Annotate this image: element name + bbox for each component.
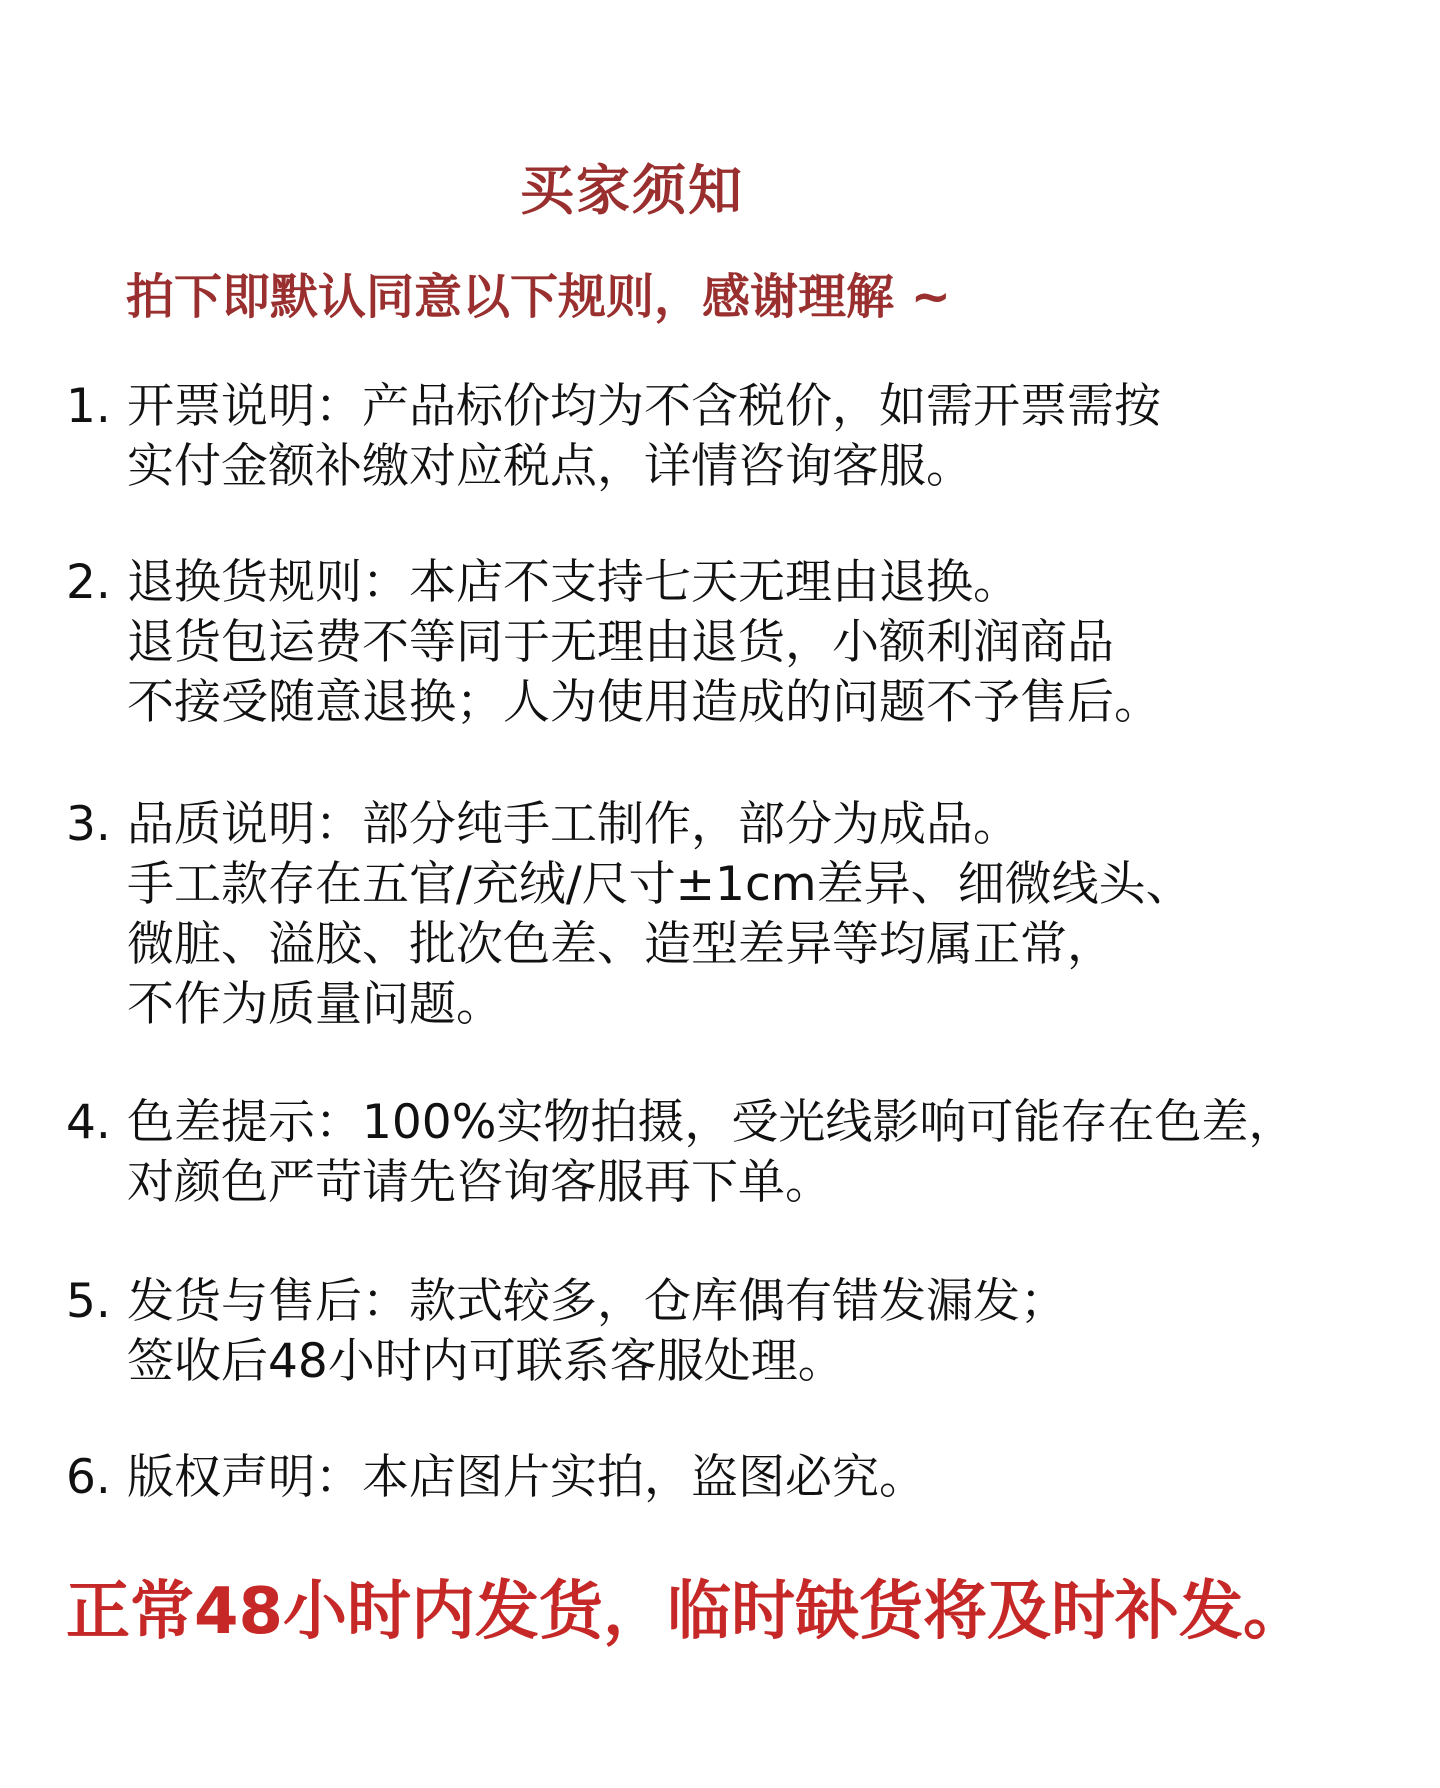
rule-text: 开票说明：产品标价均为不含税价，如需开票需按: [127, 379, 1161, 434]
rule-item-invoice: [66, 377, 1436, 497]
shipping-notice: 正常48小时内发货，临时缺货将及时补发。: [66, 1575, 1308, 1649]
rule-number: 6.: [66, 1450, 111, 1505]
rule-item-returns: [66, 553, 1436, 733]
rule-item-quality: [66, 795, 1436, 1035]
rule-number: 1.: [66, 379, 111, 434]
rule-text: 色差提示：100%实物拍摄，受光线影响可能存在色差，: [127, 1095, 1296, 1150]
rule-number: 5.: [66, 1274, 111, 1329]
page-title: 买家须知: [520, 159, 744, 222]
rule-text: 实付金额补缴对应税点，详情咨询客服。: [127, 439, 973, 494]
rule-text: 退货包运费不等同于无理由退货，小额利润商品: [127, 615, 1114, 670]
rule-text: 退换货规则：本店不支持七天无理由退换。: [127, 555, 1020, 610]
rule-text: 微脏、溢胶、批次色差、造型差异等均属正常，: [127, 917, 1114, 972]
rule-text: 发货与售后：款式较多，仓库偶有错发漏发；: [127, 1274, 1067, 1329]
rule-text: 品质说明：部分纯手工制作，部分为成品。: [127, 797, 1020, 852]
rule-text: 手工款存在五官/充绒/尺寸±1cm差异、细微线头、: [127, 857, 1193, 912]
rule-number: 3.: [66, 797, 111, 852]
rule-number: 4.: [66, 1095, 111, 1150]
rule-text: 不接受随意退换；人为使用造成的问题不予售后。: [127, 675, 1161, 730]
rule-item-shipping: [66, 1272, 1436, 1392]
rule-item-color: [66, 1093, 1436, 1213]
rule-text: 不作为质量问题。: [127, 977, 503, 1032]
rule-text: 对颜色严苛请先咨询客服再下单。: [127, 1155, 832, 1210]
rule-item-copyright: [66, 1448, 1436, 1508]
page-subtitle: 拍下即默认同意以下规则，感谢理解 ~: [126, 269, 951, 325]
rule-number: 2.: [66, 555, 111, 610]
rule-text: 签收后48小时内可联系客服处理。: [127, 1334, 845, 1389]
rule-text: 版权声明：本店图片实拍，盗图必究。: [127, 1450, 926, 1505]
